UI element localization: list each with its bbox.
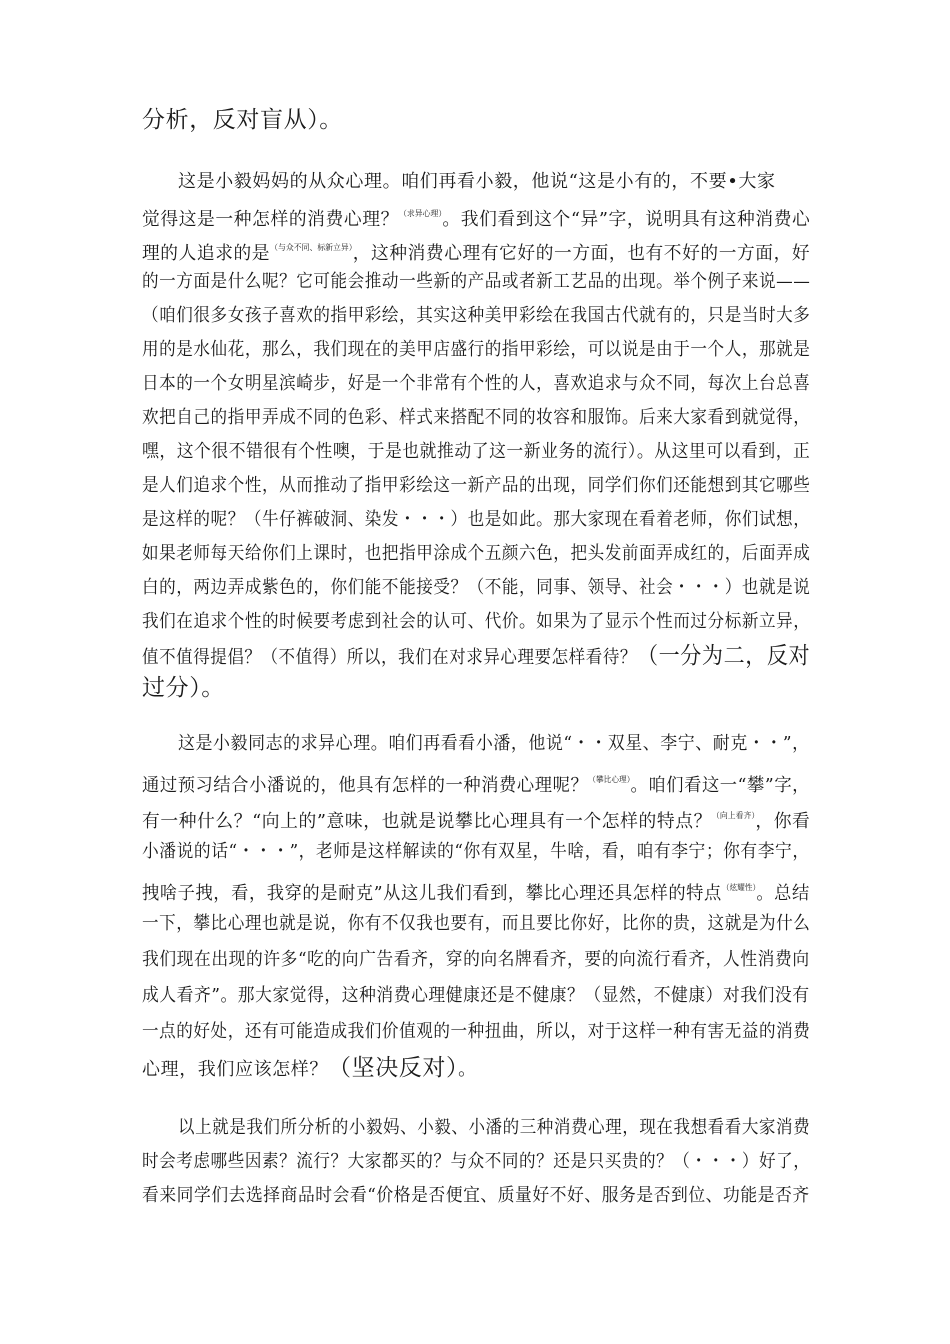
para1-line-15: 值不值得提倡？（不值得）所以，我们在对求异心理要怎样看待？（一分为二，反对 — [142, 643, 811, 669]
para2-line-8: 成人看齐”。那大家觉得，这种消费心理健康还是不健康？（显然，不健康）对我们没有 — [142, 985, 810, 1006]
para1-line-4: 的一方面是什么呢？它可能会推动一些新的产品或者新工艺品的出现。举个例子来说—— — [142, 271, 811, 292]
para2-line-1: 这是小毅同志的求异心理。咱们再看看小潘，他说“・・双星、李宁、耐克・・”， — [178, 733, 810, 754]
para1-line-2: 觉得这是一种怎样的消费心理？$^{(求异心理)}$。我们看到这个“异”字，说明具有这种消费心 — [142, 209, 811, 230]
para2-line-2: 通过预习结合小潘说的，他具有怎样的一种消费心理呢？$^{(攀比心理)}$。咱们看这一“攀”字， — [142, 775, 811, 796]
para2-line-6: 一下，攀比心理也就是说，你有不仅我也要有，而且要比你好，比你的贵，这就是为什么 — [142, 913, 811, 934]
para1-line-3: 理的人追求的是$^{(与众不同、标新立异)}$，这种消费心理有它好的一方面，也有不好的一方面，好 — [142, 243, 811, 264]
para2-line-3: 有一种什么？“向上的”意味，也就是说攀比心理具有一个怎样的特点？$^{(向上看齐)}$，你看 — [142, 811, 811, 832]
para2-line-5: 拽啥子拽，看，我穿的是耐克”从这儿我们看到，攀比心理还具怎样的特点$^{(炫耀性)}$。总结 — [142, 883, 810, 904]
para1-line-11: 是这样的呢？（牛仔裤破洞、染发・・・）也是如此。那大家现在看着老师，你们试想， — [142, 509, 811, 530]
para2-line-7: 我们现在出现的许多“吃的向广告看齐，穿的向名牌看齐，要的向流行看齐，人性消费向 — [142, 949, 810, 970]
para3-line-3: 看来同学们去选择商品时会看“价格是否便宜、质量好不好、服务是否到位、功能是否齐 — [142, 1185, 810, 1206]
annotation-note: （攀比心理） — [588, 775, 631, 784]
opening-line: 分析，反对盲从）。 — [142, 107, 343, 133]
para3-line-1: 以上就是我们所分析的小毅妈、小毅、小潘的三种消费心理，现在我想看看大家消费 — [178, 1117, 811, 1138]
annotation-note: （炫耀性） — [721, 883, 757, 892]
para1-line-10: 是人们追求个性，从而推动了指甲彩绘这一新产品的出现，同学们你们还能想到其它哪些 — [142, 475, 811, 496]
para1-line-6: 用的是水仙花，那么，我们现在的美甲店盛行的指甲彩绘，可以说是由于一个人，那就是 — [142, 339, 811, 360]
para2-line-9: 一点的好处，还有可能造成我们价值观的一种扭曲，所以，对于这样一种有害无益的消费 — [142, 1021, 811, 1042]
para1-line-8: 欢把自己的指甲弄成不同的色彩、样式来搭配不同的妆容和服饰。后来大家看到就觉得， — [142, 407, 811, 428]
para3-line-2: 时会考虑哪些因素？流行？大家都买的？与众不同的？还是只买贵的？（・・・）好了， — [142, 1151, 811, 1172]
para1-line-14: 我们在追求个性的时候要考虑到社会的认可、代价。如果为了显示个性而过分标新立异， — [142, 611, 811, 632]
annotation-note: （向上看齐） — [711, 811, 756, 820]
para1-line-13: 白的，两边弄成紫色的，你们能不能接受？（不能，同事、领导、社会・・・）也就是说 — [142, 577, 811, 598]
para1-line-1: 这是小毅妈妈的从众心理。咱们再看小毅，他说“这是小有的，不要•大家 — [178, 171, 776, 192]
annotation-note: （求异心理） — [398, 209, 443, 218]
para1-line-7: 日本的一个女明星滨崎步，好是一个非常有个性的人，喜欢追求与众不同，每次上台总喜 — [142, 373, 811, 394]
para2-line-10: 心理，我们应该怎样？（坚决反对）。 — [142, 1055, 477, 1081]
para1-line-16: 过分）。 — [142, 675, 225, 701]
para1-line-5: （咱们很多女孩子喜欢的指甲彩绘，其实这种美甲彩绘在我国古代就有的，只是当时大多 — [142, 305, 811, 326]
annotation-note: （与众不同、标新立异） — [270, 243, 353, 252]
para1-line-9: 嘿，这个很不错很有个性噢，于是也就推动了这一新业务的流行）。从这里可以看到，正 — [142, 441, 811, 462]
para1-line-12: 如果老师每天给你们上课时，也把指甲涂成个五颜六色，把头发前面弄成红的，后面弄成 — [142, 543, 811, 564]
para2-line-4: 小潘说的话“・・・”，老师是这样解读的“你有双星，牛啥，看，咱有李宁；你有李宁， — [142, 841, 810, 862]
